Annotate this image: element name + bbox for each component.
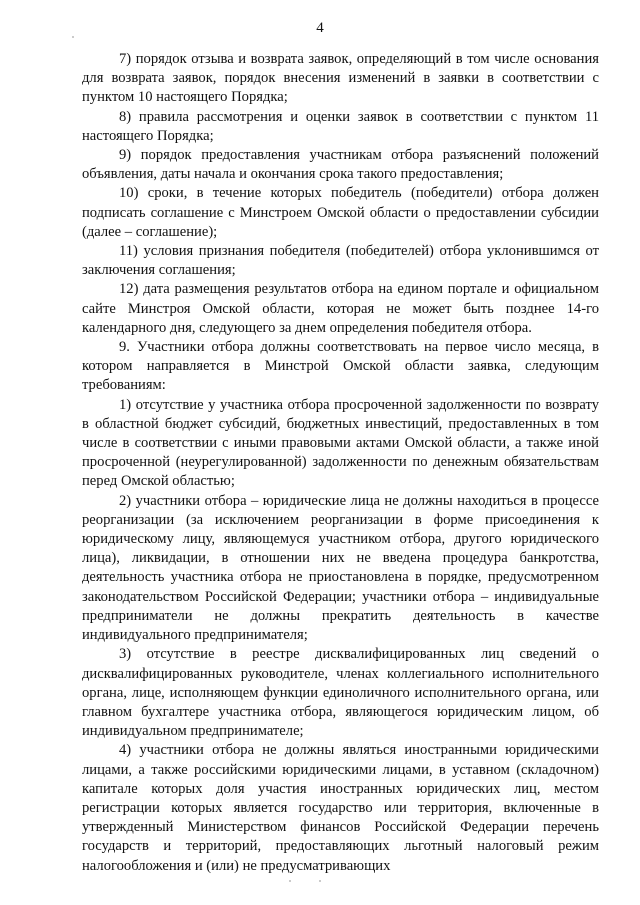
paragraph-item-11: 11) условия признания победителя (победителей) отбора уклонившимся от заключения соглашения; (82, 243, 599, 279)
paragraph-item-8: 8) правила рассмотрения и оценки заявок в соответствии с пунктом 11 настоящего Порядка; (82, 108, 599, 144)
paragraph-item-9: 9) порядок предоставления участникам отбора разъяснений положений объявления, даты начала и окончания срока такого предоставления; (82, 147, 599, 183)
requirement-item-3: 3) отсутствие в реестре дисквалифицированных лиц сведений о дисквалифицированных руководителе, членах коллегиального исполнительного органа, лице, исполняющем функции единоличного исполнительного органа, или главном бухгалтере участника отбора, являющегося юридическим лицом, об индивидуальном предпринимателе; (82, 646, 599, 740)
scan-speck (72, 36, 74, 38)
paragraph-item-10: 10) сроки, в течение которых победитель (победители) отбора должен подписать соглашение с Минстроем Омской области о предоставлении субсидии (далее – соглашение); (82, 185, 599, 240)
paragraph-section-9: 9. Участники отбора должны соответствовать на первое число месяца, в котором направляется в Минстрой Омской области заявка, следующим требованиям: (82, 339, 599, 394)
scan-speck (319, 880, 321, 882)
paragraph-item-7: 7) порядок отзыва и возврата заявок, определяющий в том числе основания для возврата заявок, порядок внесения изменений в заявки в соответствии с пунктом 10 настоящего Порядка; (82, 51, 599, 106)
requirement-item-1: 1) отсутствие у участника отбора просроченной задолженности по возврату в областной бюджет субсидий, бюджетных инвестиций, предоставленных в том числе в соответствии с иными правовыми актами Омской области, а также иной просроченной (неурегулированной) задолженности по денежным обязательствам перед Омской областью; (82, 396, 599, 490)
scan-speck (289, 880, 291, 882)
page-number: 4 (316, 20, 324, 36)
requirement-item-4: 4) участники отбора не должны являться иностранными юридическими лицами, а также российскими юридическими лицами, в уставном (складочном) капитале которых доля участия иностранных юридических лиц, местом регистрации которых является государство или территория, включенные в утвержденный Министерством финансов Российской Федерации перечень государств и территорий, предоставляющих льготный налоговый режим налогообложения и (или) не предусматривающих (82, 742, 599, 874)
paragraph-item-12: 12) дата размещения результатов отбора на едином портале и официальном сайте Минстроя Омской области, которая не может быть позднее 14-го календарного дня, следующего за днем определения победителя отбора. (82, 281, 599, 336)
document-body (82, 50, 599, 876)
requirement-item-2: 2) участники отбора – юридические лица не должны находиться в процессе реорганизации (за исключением реорганизации в форме присоединения к юридическому лицу, являющемуся участником отбора, другого юридического лица), ликвидации, в отношении них не введена процедура банкротства, деятельность участника отбора не приостановлена в порядке, предусмотренном законодательством Российской Федерации; участники отбора – индивидуальные предприниматели не должны прекратить деятельность в качестве индивидуального предпринимателя; (82, 492, 599, 644)
